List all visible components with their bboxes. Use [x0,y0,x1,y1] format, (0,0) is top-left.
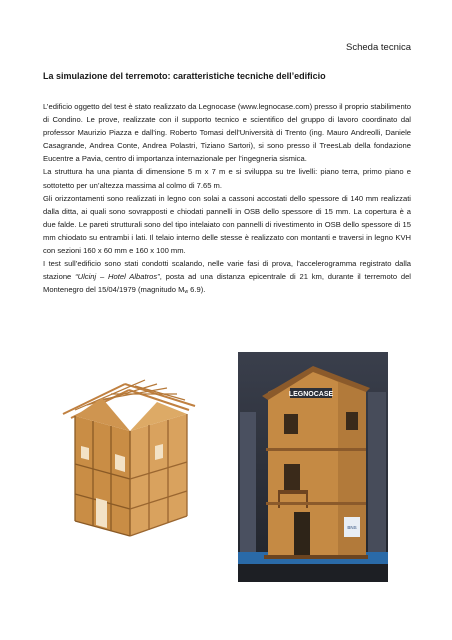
building-rendering-figure [55,376,205,541]
paragraph-intro: L’edificio oggetto del test è stato realizzato da Legnocase (www.legnocase.com) presso il proprio stabilimento di Condino. Le prove, realizzate con il supporto tecnico e scientifico del gruppo di lavoro coordinato dal professor Maurizio Piazza e dall'ing. Roberto Tomasi dell'Università di Trento (ing. Mauro Andreolli, Daniele Casagrande, Andrea Conte, Andrea Polastri, Tiziano Sartori), si sono presso il TreesLab della fondazione Eucentre a Pavia, centro di importanza internazionale per l’ingegneria sismica. [43,102,411,164]
paragraph-tests [43,257,411,296]
paragraph-floors: Gli orizzontamenti sono realizzati in legno con solai a cassoni accostati dello spessore di 140 mm realizzati dalla ditta, ai quali sono sovrapposti e chiodati pannelli in OSB dello spessore di 15 mm. La copertura è a due falde. Le pareti strutturali sono del tipo intelaiato con pannelli di rivestimento in OSB dello spessore di 15 mm chiodato su entrambi i lati. Il telaio interno delle stesse è realizzato con montanti e traversi in legno KVH con sezioni 160 x 60 mm e 160 x 100 mm. [43,193,411,256]
body-text [43,100,411,296]
station-name: “Ulcinj – Hotel Albatros” [75,272,160,282]
company-sign: LEGNOCASE [288,391,334,398]
test-building-photo [238,352,388,582]
document-title: La simulazione del terremoto: caratteristiche tecniche dell’edificio [43,71,326,81]
tests-text-a: I test sull’edificio sono stati condotti scalando, nelle varie fasi di prova, l’accelerogramma registrato dalla stazione [43,259,411,282]
panel-label: BNS [347,525,357,530]
tests-text-b: , posta ad una distanza epicentrale di 21 km, durante il terremoto del Montenegro del 15/04/1979 (magnitudo M [43,272,411,295]
header-label: Scheda tecnica [346,42,411,53]
paragraph-structure: La struttura ha una pianta di dimensione 5 m x 7 m e si sviluppa su tre livelli: piano terra, primo piano e sottotetto per un’altezza massima al colmo di 7.65 m. [43,167,411,190]
magnitude-subscript: w [184,289,189,296]
tests-text-c: 6.9). [188,285,206,295]
